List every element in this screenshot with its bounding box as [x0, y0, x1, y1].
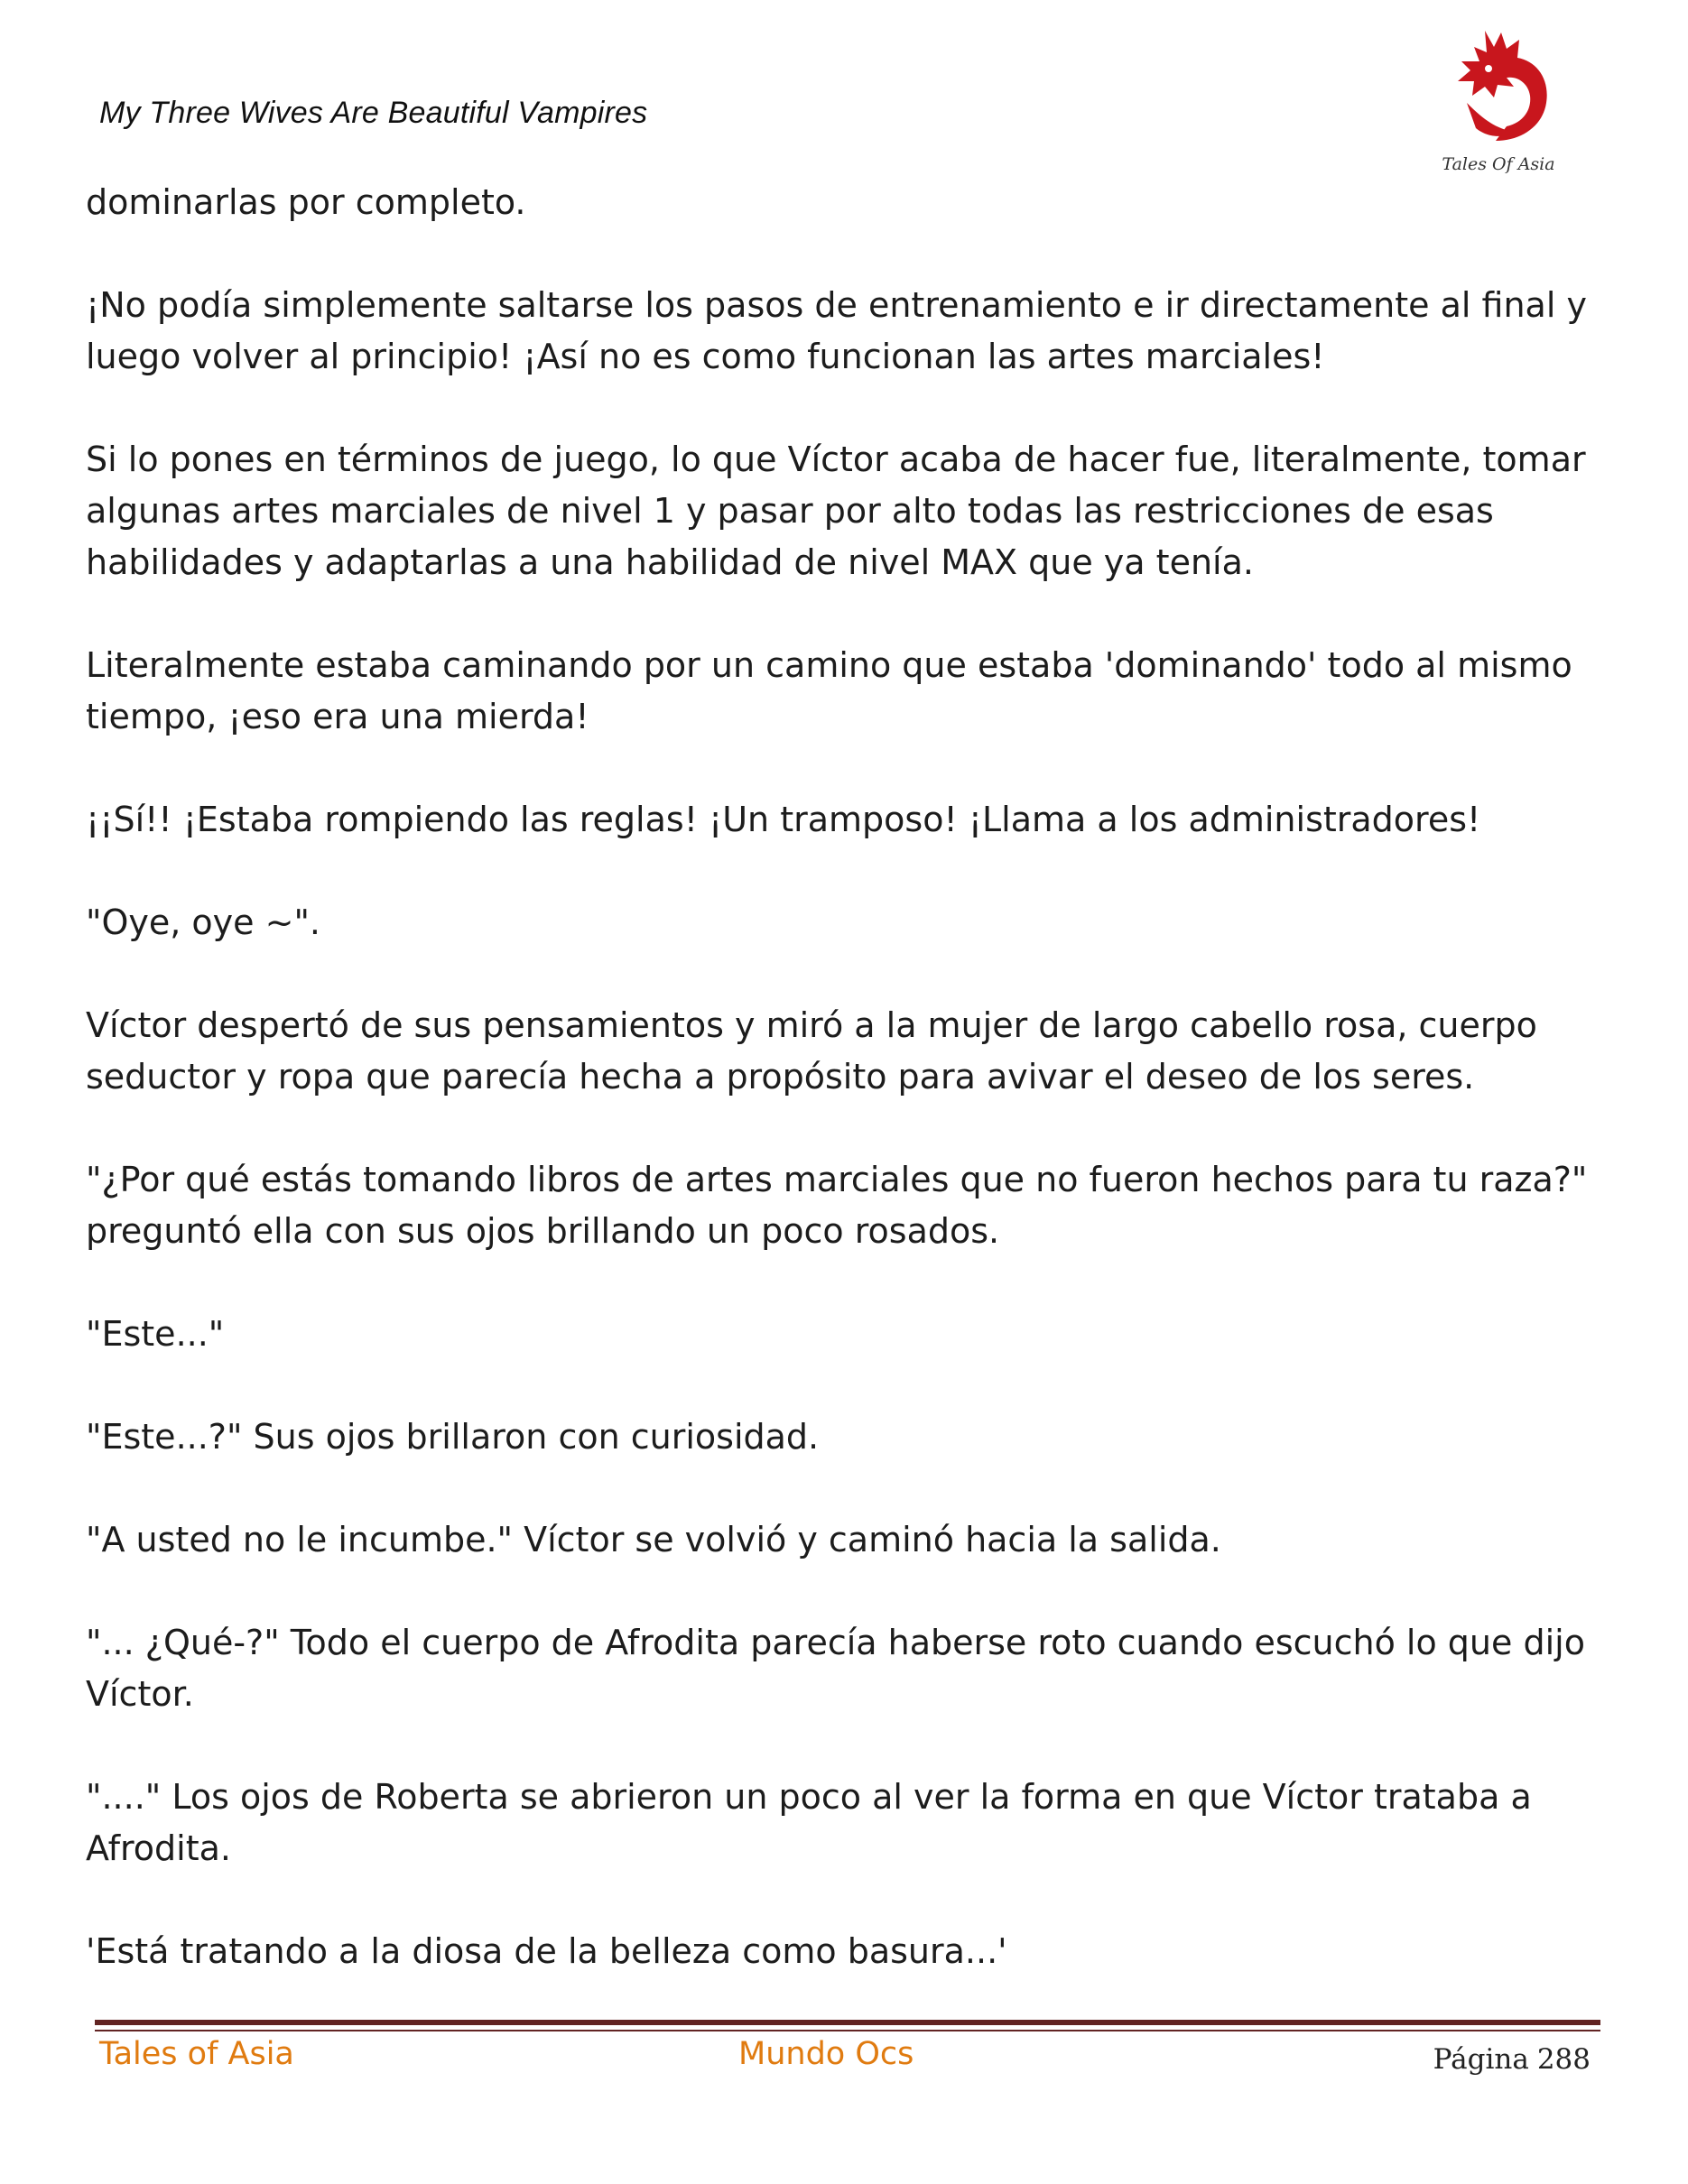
paragraph: dominarlas por completo.: [86, 182, 526, 222]
page-number: [1433, 2043, 1591, 2076]
tales-of-asia-logo: [1431, 20, 1566, 182]
paragraph: "Este...": [86, 1314, 225, 1354]
paragraph: "Oye, oye ~".: [86, 902, 321, 942]
paragraph: ¡¡Sí!! ¡Estaba rompiendo las reglas! ¡Un tramposo! ¡Llama a los administradores!: [86, 800, 1481, 839]
footer-site-name: Tales of Asia: [99, 2036, 294, 2072]
paragraph: "... ¿Qué-?" Todo el cuerpo de Afrodita parecía haberse roto cuando escuchó lo que dijo Víctor.: [86, 1623, 1585, 1714]
paragraph: 'Está tratando a la diosa de la belleza como basura...': [86, 1931, 1007, 1971]
paragraph: ¡No podía simplemente saltarse los pasos de entrenamiento e ir directamente al final y luego volver al principio! ¡Así no es como funcionan las artes marciales!: [86, 285, 1587, 376]
paragraph: "Este...?" Sus ojos brillaron con curiosidad.: [86, 1417, 820, 1457]
paragraph: "...." Los ojos de Roberta se abrieron un poco al ver la forma en que Víctor trataba a Afrodita.: [86, 1777, 1532, 1868]
paragraph: Si lo pones en términos de juego, lo que Víctor acaba de hacer fue, literalmente, tomar algunas artes marciales de nivel 1 y pasar por alto todas las restricciones de esas habilidades y adaptarlas a una habilidad de nivel MAX que ya tenía.: [86, 440, 1586, 582]
page-value: 288: [1536, 2043, 1591, 2076]
paragraph: Literalmente estaba caminando por un camino que estaba 'dominando' todo al mismo tiempo, ¡eso era una mierda!: [86, 645, 1572, 736]
page-label: Página: [1433, 2043, 1529, 2076]
chapter-body: [86, 177, 1620, 2029]
footer-divider-thin: [95, 2030, 1600, 2031]
red-dragon-icon: [1458, 31, 1547, 141]
footer-divider-thick: [95, 2020, 1600, 2025]
paragraph: "A usted no le incumbe." Víctor se volvió y caminó hacia la salida.: [86, 1520, 1221, 1559]
paragraph: Víctor despertó de sus pensamientos y miró a la mujer de largo cabello rosa, cuerpo seductor y ropa que parecía hecha a propósito para avivar el deseo de los seres.: [86, 1005, 1537, 1097]
paragraph: "¿Por qué estás tomando libros de artes marciales que no fueron hechos para tu raza?" preguntó ella con sus ojos brillando un poco rosados.: [86, 1160, 1588, 1251]
document-header-title: My Three Wives Are Beautiful Vampires: [99, 96, 648, 130]
logo-caption: Tales Of Asia: [1442, 154, 1555, 174]
footer-section-name: Mundo Ocs: [738, 2036, 914, 2072]
